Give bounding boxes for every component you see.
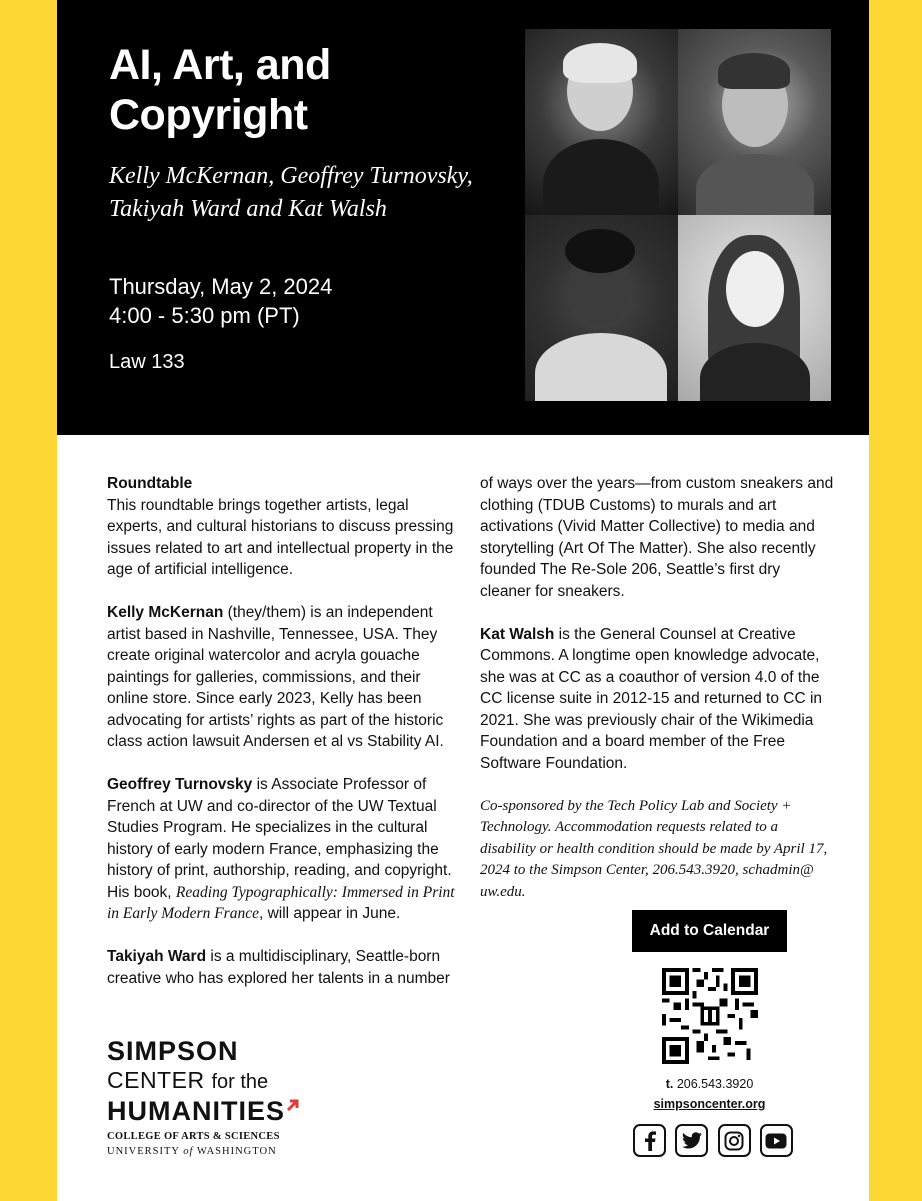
bio-name: Kat Walsh bbox=[480, 625, 555, 643]
roundtable-heading: Roundtable bbox=[107, 475, 193, 492]
event-time: 4:00 - 5:30 pm (PT) bbox=[109, 303, 300, 328]
roundtable-text: This roundtable brings together artists, legal experts, and cultural historians to discuss pressing issues related to art and intellectual property in the age of artificial intelligence. bbox=[107, 496, 454, 578]
contact-phone: t. 206.543.3920 bbox=[665, 1077, 754, 1091]
body-column-right bbox=[480, 473, 835, 925]
social-links bbox=[633, 1124, 793, 1157]
event-datetime bbox=[109, 272, 332, 330]
event-date: Thursday, May 2, 2024 bbox=[109, 274, 333, 299]
speaker-photo-grid bbox=[525, 29, 831, 401]
cosponsor-note: Co-sponsored by the Tech Policy Lab and Society + Technology. Accommodation requests related to a disability or health condition should be made by April 17, 2024 to the Simpson Center, 206.543.3920, schadmin@ uw.edu. bbox=[480, 797, 828, 900]
hero-banner bbox=[57, 0, 869, 435]
bio-text-tail: , will appear in June. bbox=[258, 905, 401, 922]
bio-name: Kelly McKernan bbox=[107, 604, 224, 621]
book-title: Reading Typographically: Immersed in Print in Early Modern France bbox=[107, 883, 455, 922]
add-to-calendar-button[interactable]: Add to Calendar bbox=[632, 910, 787, 952]
bio-takiyah bbox=[107, 946, 462, 989]
instagram-icon[interactable] bbox=[718, 1124, 751, 1157]
logo-arrow-icon bbox=[285, 1098, 299, 1112]
photo-geoffrey-turnovsky bbox=[678, 29, 831, 215]
photo-kelly-mckernan bbox=[525, 29, 678, 215]
bio-kat bbox=[480, 624, 835, 775]
simpson-center-logo bbox=[107, 1036, 327, 1159]
event-location: Law 133 bbox=[109, 351, 185, 373]
body-column-left bbox=[107, 473, 462, 1011]
bio-geoffrey bbox=[107, 774, 462, 925]
logo-line-3: HUMANITIES bbox=[107, 1096, 327, 1126]
bio-name: Takiyah Ward bbox=[107, 948, 207, 965]
bio-text: (they/them) is an independent artist based in Nashville, Tennessee, USA. They create original watercolor and acryla gouache paintings for galleries, commissions, and their online store. Since early 2023, Kelly has been advocating for artists’ rights as part of the historic class action lawsuit Andersen et al vs Stability AI. bbox=[107, 604, 444, 750]
youtube-icon[interactable] bbox=[760, 1124, 793, 1157]
bio-kelly bbox=[107, 602, 462, 753]
facebook-icon[interactable] bbox=[633, 1124, 666, 1157]
flyer-sheet bbox=[57, 0, 869, 1201]
logo-line-2: CENTER for the bbox=[107, 1067, 269, 1093]
event-title: AI, Art, and Copyright bbox=[109, 41, 331, 139]
bio-text: is a multidisciplinary, Seattle-born creative who has explored her talents in a number bbox=[107, 948, 450, 987]
qr-code[interactable] bbox=[662, 968, 758, 1064]
speaker-list: Kelly McKernan, Geoffrey Turnovsky, Takiyah Ward and Kat Walsh bbox=[109, 163, 473, 222]
bio-name: Geoffrey Turnovsky bbox=[107, 776, 253, 793]
bio-text: is the General Counsel at Creative Commons. A longtime open knowledge advocate, she was at CC as a coauthor of version 4.0 of the CC license suite in 2012-15 and returned to CC in 2021. She was previously chair of the Wikimedia Foundation and a board member of the Free Software Foundation. bbox=[480, 625, 823, 772]
twitter-icon[interactable] bbox=[675, 1124, 708, 1157]
bio-text: is Associate Professor of French at UW and co-director of the UW Textual Studies Program. He specializes in the cultural history of early modern France, emphasizing the history of print, authorship, reading, and copyright. His book, bbox=[107, 776, 452, 901]
roundtable-section bbox=[107, 473, 462, 581]
logo-college: COLLEGE OF ARTS & SCIENCES bbox=[107, 1131, 280, 1142]
photo-kat-walsh bbox=[678, 215, 831, 401]
photo-takiyah-ward bbox=[525, 215, 678, 401]
logo-university: UNIVERSITY of WASHINGTON bbox=[107, 1146, 277, 1157]
bio-takiyah-cont: of ways over the years—from custom sneakers and clothing (TDUB Customs) to murals and art activations (Vivid Matter Collective) to media and storytelling (Art Of The Matter). She also recently founded The Re-Sole 206, Seattle’s first dry cleaner for sneakers. bbox=[480, 475, 834, 600]
website-link[interactable]: simpsoncenter.org bbox=[653, 1097, 766, 1111]
logo-line-1: SIMPSON bbox=[107, 1036, 239, 1066]
